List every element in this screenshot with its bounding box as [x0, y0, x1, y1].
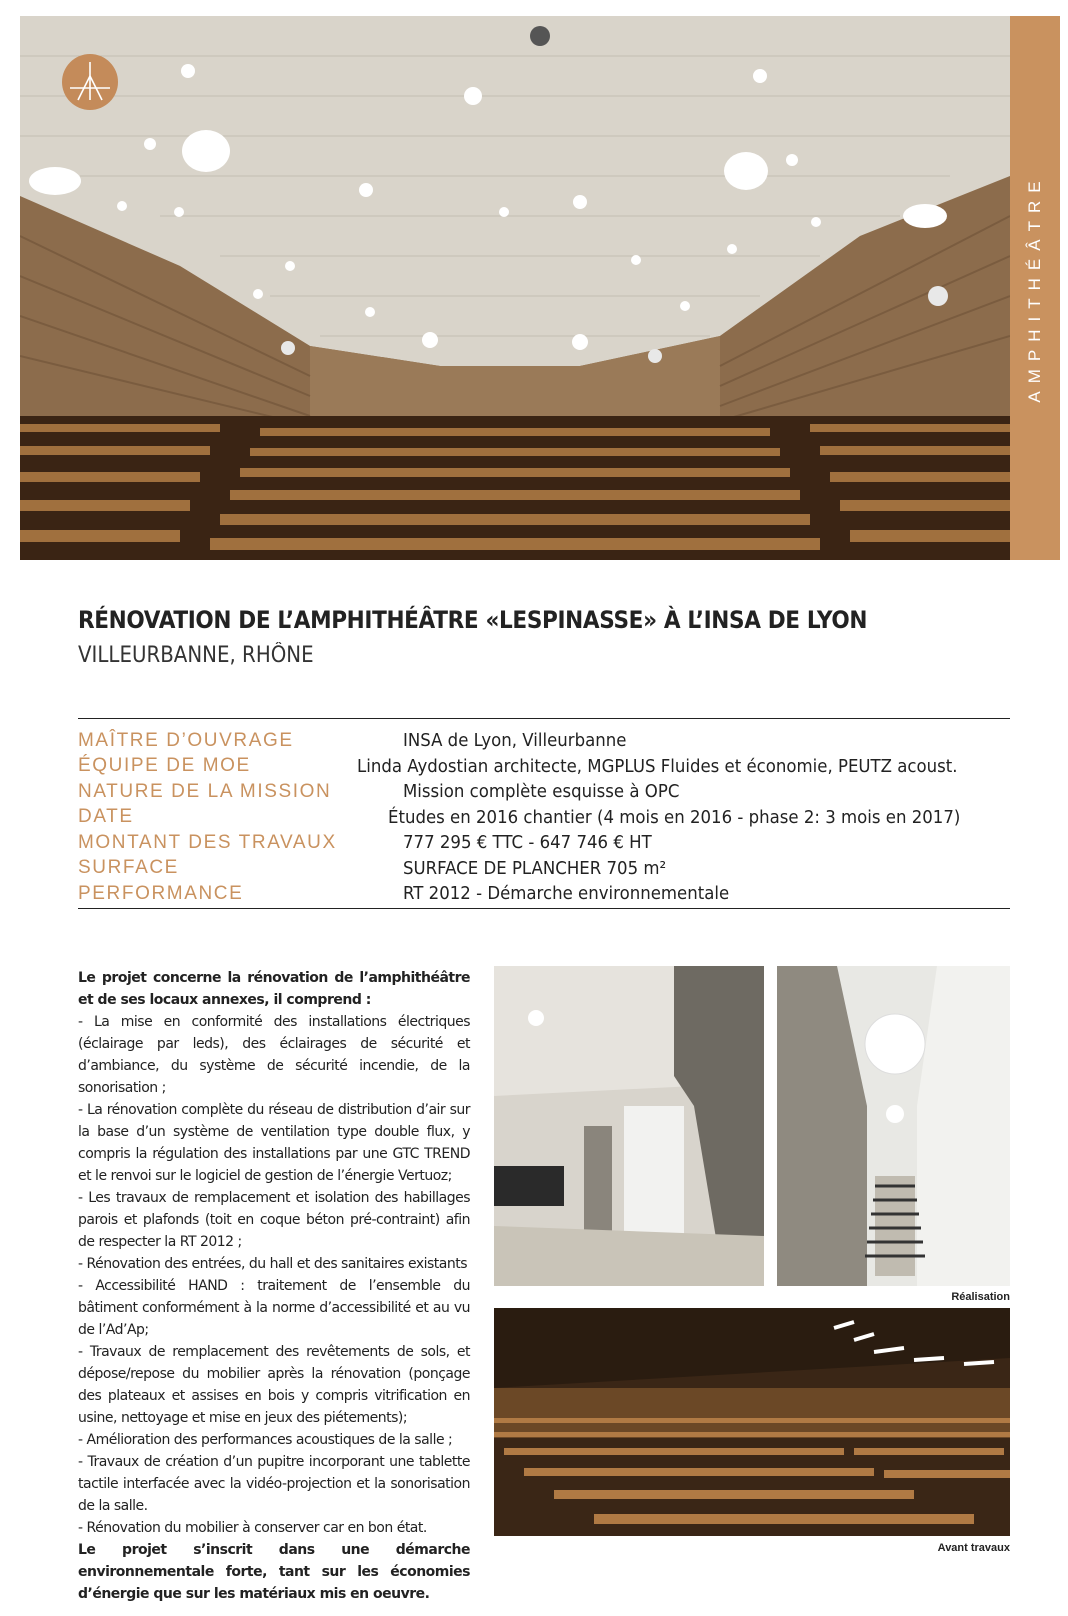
info-row: [78, 856, 1010, 882]
info-value: Linda Aydostian architecte, MGPLUS Fluides et économie, PEUTZ acoust.: [357, 755, 958, 777]
info-label: ÉQUIPE DE MOE: [78, 755, 251, 777]
description-item: - Les travaux de remplacement et isolation des habillages parois et plafonds (toit en coque béton pré-contraint) afin de respecter la RT 2012 ;: [78, 1190, 470, 1250]
info-top-divider: [78, 718, 1010, 719]
info-value: RT 2012 - Démarche environnementale: [403, 883, 730, 905]
description-item: - La rénovation complète du réseau de distribution d’air sur la base d’un système de ventilation type double flux, y compris la régulation des installations par une GTC TREND et le renvoi sur le logiciel de gestion de l’énergie Vertuoz;: [78, 1102, 470, 1184]
photo-before-works: [494, 1308, 1010, 1536]
description-item: - Rénovation des entrées, du hall et des sanitaires existants: [78, 1256, 468, 1272]
info-row: [78, 805, 1010, 831]
description-conclusion: Le projet s’inscrit dans une démarche environnementale forte, tant sur les économies d’énergie que sur les matériaux mis en oeuvre.: [78, 1542, 470, 1602]
info-label: PERFORMANCE: [78, 882, 244, 904]
info-row: [78, 779, 1010, 805]
caption-realisation: Réalisation: [951, 1291, 1010, 1303]
info-label: NATURE DE LA MISSION: [78, 780, 332, 802]
info-row: [78, 830, 1010, 856]
info-label: SURFACE: [78, 857, 179, 879]
info-row: [78, 881, 1010, 907]
info-value: Études en 2016 chantier (4 mois en 2016 - phase 2: 3 mois en 2017): [387, 806, 961, 828]
description-item: - Travaux de création d’un pupitre incorporant une tablette tactile interfacée avec la vidéo-projection et la sonorisation de la salle.: [78, 1454, 470, 1514]
description-item: - Accessibilité HAND : traitement de l’ensemble du bâtiment conformément à la norme d’accessibilité et au vu de l’Ad’Ap;: [78, 1278, 470, 1338]
info-table: [78, 728, 1010, 907]
page-subtitle: VILLEURBANNE, RHÔNE: [78, 643, 314, 668]
description-item: - La mise en conformité des installations électriques (éclairage par leds), des éclairages de sécurité et d’ambiance, du système de sécurité incendie, de la sonorisation ;: [78, 1014, 470, 1096]
side-tab: [1010, 16, 1060, 560]
info-value: SURFACE DE PLANCHER 705 m²: [403, 857, 667, 879]
caption-avant-travaux: Avant travaux: [937, 1542, 1010, 1554]
info-row: [78, 754, 1010, 780]
photo-staircase: [777, 966, 1010, 1286]
description-item: - Rénovation du mobilier à conserver car en bon état.: [78, 1520, 427, 1536]
info-label: MAÎTRE D’OUVRAGE: [78, 729, 294, 751]
description-item: - Amélioration des performances acoustiques de la salle ;: [78, 1432, 453, 1448]
info-value: 777 295 € TTC - 647 746 € HT: [403, 832, 652, 854]
info-row: [78, 728, 1010, 754]
info-bottom-divider: [78, 908, 1010, 909]
side-tab-label: AMPHITHÉÂTRE: [1025, 173, 1044, 403]
info-value: INSA de Lyon, Villeurbanne: [403, 730, 627, 752]
photo-hall: [494, 966, 764, 1286]
page-title: RÉNOVATION DE L’AMPHITHÉÂTRE «LESPINASSE» À L’INSA DE LYON: [78, 606, 868, 634]
logo-icon: [62, 54, 118, 110]
info-label: DATE: [78, 806, 134, 828]
description-intro: Le projet concerne la rénovation de l’amphithéâtre et de ses locaux annexes, il comprend :: [78, 970, 470, 1008]
project-description: [78, 967, 470, 1605]
info-value: Mission complète esquisse à OPC: [403, 781, 680, 803]
description-item: - Travaux de remplacement des revêtements de sols, et dépose/repose du mobilier après la rénovation (ponçage des plateaux et assises en bois y compris vitrification en usine, nettoyage et mise en jeux des piétements);: [78, 1344, 470, 1426]
info-label: MONTANT DES TRAVAUX: [78, 831, 337, 853]
hero-photo-amphitheatre: [20, 16, 1010, 560]
